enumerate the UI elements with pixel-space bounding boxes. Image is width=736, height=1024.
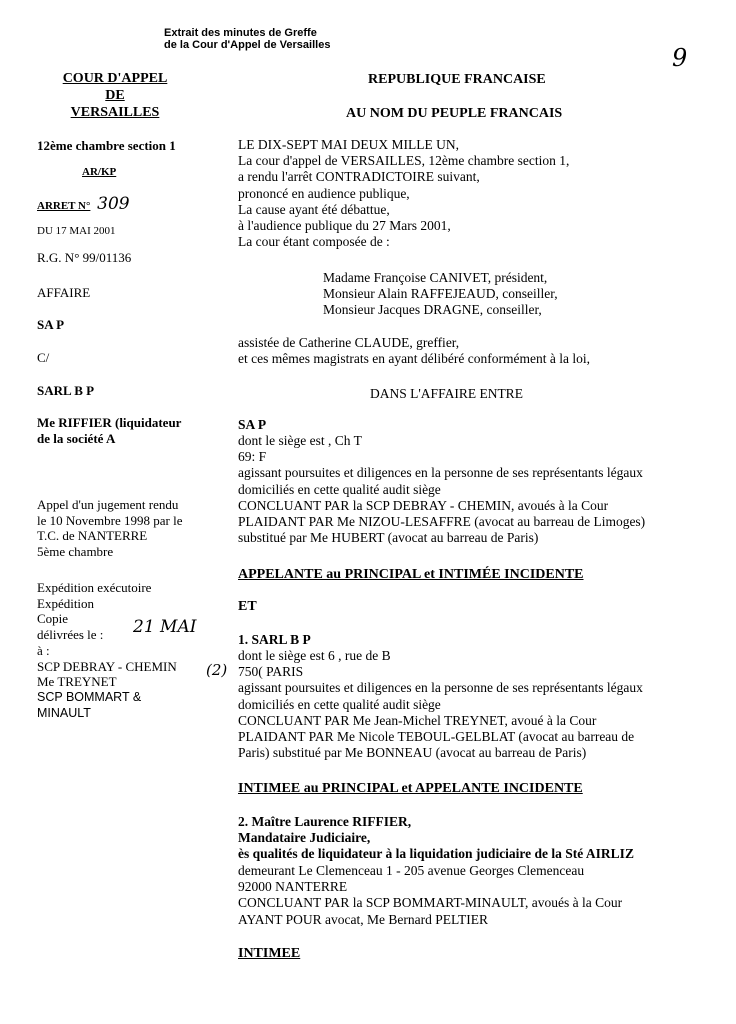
arret-date: DU 17 MAI 2001 [37, 225, 116, 237]
intro-block [238, 137, 569, 250]
handwritten-date: 21 MAI [133, 617, 197, 637]
party3-bold-line: ès qualités de liquidateur à la liquidation judiciaire de la Sté AIRLIZ [238, 846, 634, 862]
party3-line-1: Me RIFFIER (liquidateur [37, 415, 182, 430]
initials: AR/KP [82, 166, 117, 178]
rg-number: R.G. N° 99/01136 [37, 250, 132, 265]
party2-line: domiciliés en cette qualité audit siège [238, 696, 441, 712]
party1-short: SA P [37, 317, 65, 332]
expedition-line: SCP DEBRAY - CHEMIN [37, 658, 177, 674]
appel-line: le 10 Novembre 1998 par le [37, 512, 183, 528]
party3-block [238, 863, 622, 928]
party1-line: dont le siège est , Ch T [238, 433, 362, 448]
intro-line: prononcé en audience publique, [238, 185, 410, 201]
expedition-line: délivrées le : [37, 627, 104, 643]
party3-line: CONCLUANT PAR la SCP BOMMART-MINAULT, avoués à la Cour [238, 895, 623, 911]
greffier-line: assistée de Catherine CLAUDE, greffier, [238, 335, 460, 350]
expedition-line: Me TREYNET [37, 674, 117, 690]
composition-line: Madame Françoise CANIVET, président, [323, 270, 548, 285]
party3-bold-line: 2. Maître Laurence RIFFIER, [238, 814, 412, 829]
appel-line: 5ème chambre [37, 543, 114, 559]
party1-name: SA P [238, 417, 267, 432]
party3-line: demeurant Le Clemenceau 1 - 205 avenue Georges Clemenceau [238, 863, 585, 878]
party1-line: agissant poursuites et diligences en la personne de ses représentants légaux [238, 465, 643, 481]
party2-line: PLAIDANT PAR Me Nicole TEBOUL-GELBLAT (avocat au barreau de [238, 729, 635, 745]
party3-bold-line: Mandataire Judiciaire, [238, 830, 371, 846]
stamp-line-1: Extrait des minutes de Greffe [164, 27, 317, 39]
appel-line: T.C. de NANTERRE [37, 528, 148, 543]
affaire-label: AFFAIRE [37, 285, 91, 300]
republic-title: REPUBLIQUE FRANCAISE [368, 72, 546, 87]
party2-line: CONCLUANT PAR Me Jean-Michel TREYNET, avoué à la Cour [238, 712, 597, 728]
composition-block [323, 270, 558, 319]
greffier-line: et ces mêmes magistrats en ayant délibéré conformément à la loi, [238, 351, 590, 367]
party2-line: dont le siège est 6 , rue de B [238, 648, 391, 663]
handwritten-mark: (2) [206, 661, 228, 679]
party3-heading-block [238, 814, 634, 863]
party2-line: Paris) substitué par Me BONNEAU (avocat au barreau de Paris) [238, 745, 587, 761]
expedition-line: à : [37, 642, 50, 658]
expedition-line: MINAULT [37, 705, 91, 720]
party3-short [37, 415, 181, 447]
party1-line: PLAIDANT PAR Me NIZOU-LESAFFRE (avocat au barreau de Limoges) [238, 514, 646, 530]
composition-line: Monsieur Jacques DRAGNE, conseiller, [323, 302, 542, 318]
intro-line: La cour d'appel de VERSAILLES, 12ème chambre section 1, [238, 153, 570, 169]
au-nom-title: AU NOM DU PEUPLE FRANCAIS [346, 106, 563, 121]
party2-line: agissant poursuites et diligences en la personne de ses représentants légaux [238, 680, 643, 696]
arret-number: 309 [97, 194, 130, 214]
greffier-block [238, 335, 590, 367]
expedition-line: Expédition exécutoire [37, 580, 152, 595]
appel-line: Appel d'un jugement rendu [37, 497, 179, 512]
appel-block [37, 497, 182, 559]
page-number: 9 [672, 44, 688, 72]
arret-label-text: ARRET N° [37, 200, 91, 212]
intimee-heading: INTIMEE [238, 946, 301, 961]
arret-label [37, 194, 130, 214]
party2-name: 1. SARL B P [238, 632, 311, 647]
intro-line: La cour étant composée de : [238, 234, 390, 250]
court-header [50, 70, 180, 121]
party2-short: SARL B P [37, 383, 95, 398]
composition-line: Monsieur Alain RAFFEJEAUD, conseiller, [323, 286, 558, 302]
intro-line: La cause ayant été débattue, [238, 201, 390, 217]
intimee-appelante-heading: INTIMEE au PRINCIPAL et APPELANTE INCIDENTE [238, 781, 583, 796]
party1-line: domiciliés en cette qualité audit siège [238, 481, 441, 497]
et-heading: ET [238, 599, 257, 614]
expedition-line: Copie [37, 611, 69, 627]
party2-block [238, 648, 643, 761]
expedition-block [37, 580, 177, 721]
intro-line: à l'audience publique du 27 Mars 2001, [238, 218, 451, 234]
stamp-line-2: de la Cour d'Appel de Versailles [164, 39, 331, 51]
contre-label: C/ [37, 350, 50, 365]
party1-block [238, 433, 645, 546]
appelante-heading: APPELANTE au PRINCIPAL et INTIMÉE INCIDENTE [238, 567, 584, 582]
intro-line: LE DIX-SEPT MAI DEUX MILLE UN, [238, 137, 459, 152]
intro-line: a rendu l'arrêt CONTRADICTOIRE suivant, [238, 169, 480, 185]
expedition-line: SCP BOMMART & [37, 689, 142, 704]
court-line-1: COUR D'APPEL [62, 71, 168, 86]
party1-line: substitué par Me HUBERT (avocat au barreau de Paris) [238, 530, 539, 546]
dans-affaire-heading: DANS L'AFFAIRE ENTRE [370, 386, 523, 401]
party3-line-2: de la société A [37, 431, 116, 446]
court-line-2: DE [105, 88, 125, 103]
court-line-3: VERSAILLES [70, 105, 160, 120]
party3-line: AYANT POUR avocat, Me Bernard PELTIER [238, 911, 488, 927]
expedition-line: Expédition [37, 595, 95, 611]
chambre-label: 12ème chambre section 1 [37, 138, 176, 153]
party1-line: 69: F [238, 449, 267, 465]
party3-line: 92000 NANTERRE [238, 879, 348, 895]
party1-line: CONCLUANT PAR la SCP DEBRAY - CHEMIN, avoués à la Cour [238, 497, 609, 513]
party2-line: 750( PARIS [238, 664, 304, 680]
greffe-stamp [164, 27, 330, 51]
